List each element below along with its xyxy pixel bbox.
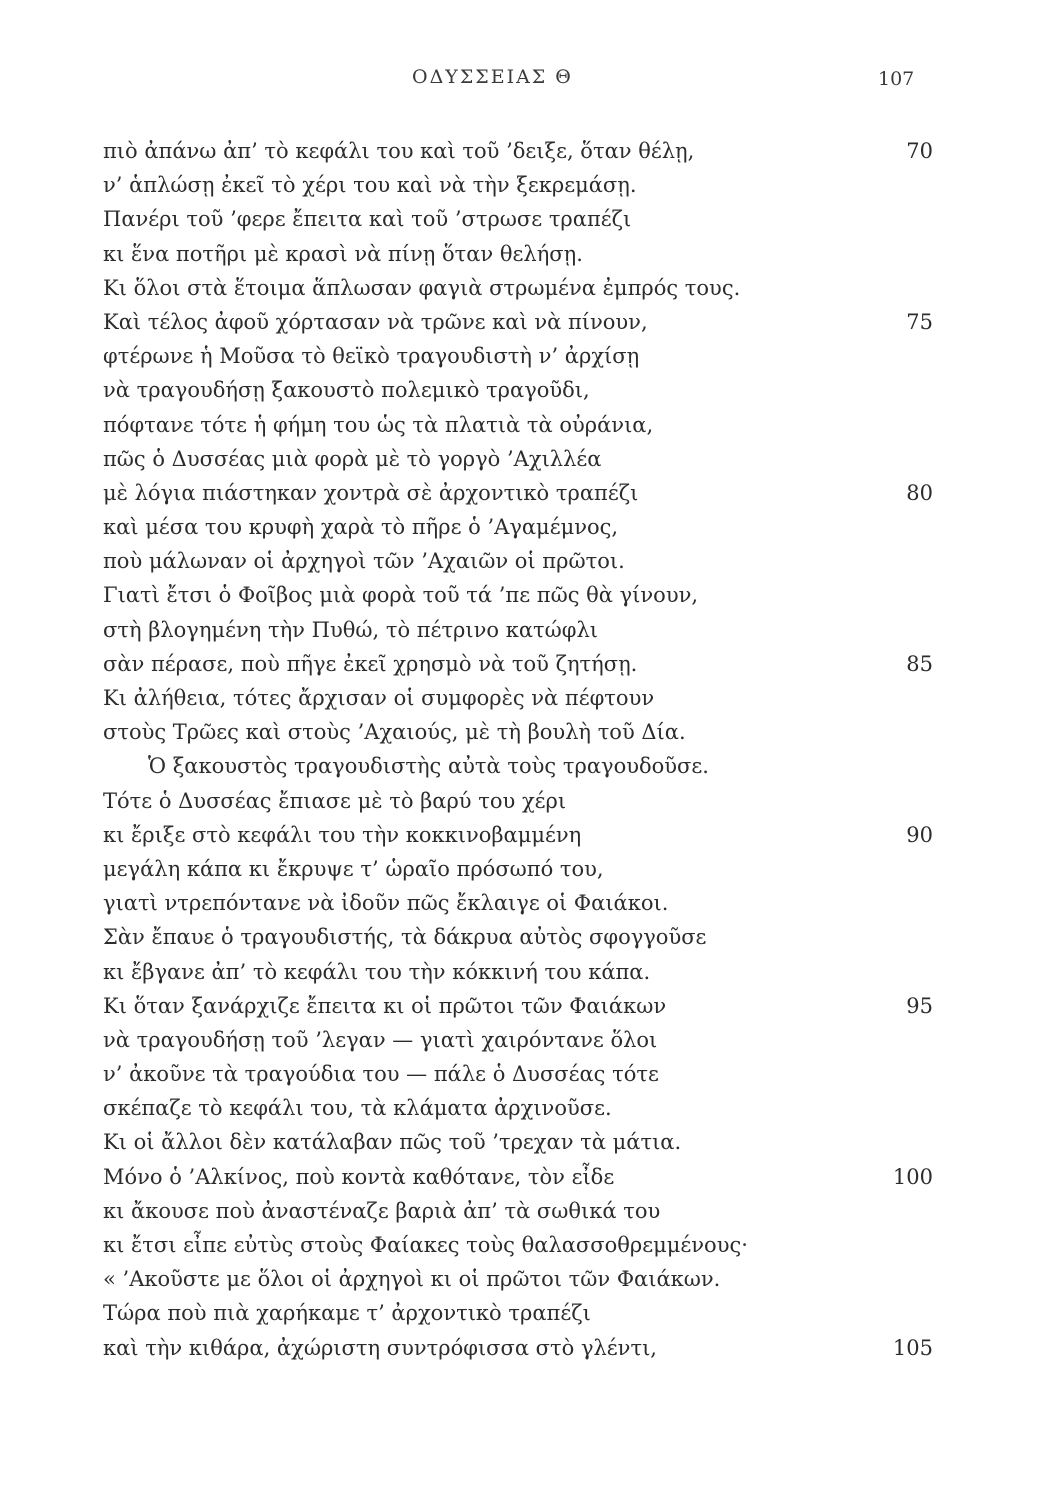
line-number: 95 [906,993,933,1018]
verse-line [103,578,933,612]
verse-line [103,442,933,476]
verse-line [103,955,933,989]
verse-line [103,1296,933,1330]
verse-text: κι ἔτσι εἶπε εὐτὺς στοὺς Φαίακες τοὺς θαλασσοθρεμμένους· [103,1233,748,1257]
verse-text: μεγάλη κάπα κι ἔκρυψε τ’ ὡραῖο πρόσωπό του, [103,856,604,881]
verse-text: Κι ὅλοι στὰ ἕτοιμα ἅπλωσαν φαγιὰ στρωμένα ἐμπρός τους. [103,275,741,300]
line-number: 75 [906,309,933,334]
verse-line [103,168,933,202]
verse-text: Γιατὶ ἔτσι ὁ Φοῖβος μιὰ φορὰ τοῦ τά ’πε πῶς θὰ γίνουν, [103,583,699,608]
verse-line [103,818,933,852]
verse-text: κι ἔριξε στὸ κεφάλι του τὴν κοκκινοβαμμένη [103,822,582,847]
verse-text: Ὁ ξακουστὸς τραγουδιστὴς αὐτὰ τοὺς τραγουδοῦσε. [148,754,709,779]
verse-line [103,886,933,920]
verse-text: νὰ τραγουδήσῃ ξακουστὸ πολεμικὸ τραγοῦδι, [103,378,590,403]
verse-line [103,1091,933,1125]
verse-line [103,749,933,783]
verse-text: Καὶ τέλος ἀφοῦ χόρτασαν νὰ τρῶνε καὶ νὰ πίνουν, [103,309,648,334]
verse-text: καὶ τὴν κιθάρα, ἀχώριστη συντρόφισσα στὸ γλέντι, [103,1335,657,1360]
verse-line [103,1228,933,1262]
verse-block [103,134,933,1365]
verse-line [103,852,933,886]
verse-text: « ’Ακοῦστε με ὅλοι οἱ ἀρχηγοὶ κι οἱ πρῶτοι τῶν Φαιάκων. [103,1267,721,1292]
page-number: 107 [878,68,915,90]
verse-text: σὰν πέρασε, ποὺ πῆγε ἐκεῖ χρησμὸ νὰ τοῦ ζητήσῃ. [103,651,638,676]
verse-line [103,237,933,271]
verse-text: σκέπαζε τὸ κεφάλι του, τὰ κλάματα ἀρχινοῦσε. [103,1096,612,1121]
verse-text: ν’ ἀκοῦνε τὰ τραγούδια του — πάλε ὁ Δυσσέας τότε [103,1062,659,1087]
verse-line [103,305,933,339]
running-title: ΟΔΥΣΣΕΙΑΣ Θ [412,66,573,88]
line-number: 90 [906,822,933,847]
verse-text: κι ἕνα ποτῆρι μὲ κρασὶ νὰ πίνῃ ὅταν θελήσῃ. [103,241,583,266]
verse-text: Κι ὅταν ξανάρχιζε ἔπειτα κι οἱ πρῶτοι τῶν Φαιάκων [103,993,667,1018]
verse-line [103,647,933,681]
verse-text: νὰ τραγουδήσῃ τοῦ ’λεγαν — γιατὶ χαιρόντανε ὅλοι [103,1027,658,1052]
verse-line [103,476,933,510]
verse-text: στοὺς Τρῶες καὶ στοὺς ’Αχαιούς, μὲ τὴ βουλὴ τοῦ Δία. [103,720,686,745]
verse-line [103,613,933,647]
verse-line [103,1125,933,1159]
verse-text: Τότε ὁ Δυσσέας ἔπιασε μὲ τὸ βαρύ του χέρι [103,788,567,813]
verse-line [103,715,933,749]
verse-text: Κι οἱ ἄλλοι δὲν κατάλαβαν πῶς τοῦ ’τρεχαν τὰ μάτια. [103,1130,682,1155]
verse-text: ποὺ μάλωναν οἱ ἀρχηγοὶ τῶν ’Αχαιῶν οἱ πρῶτοι. [103,549,625,574]
verse-line [103,339,933,373]
verse-text: κι ἔβγανε ἀπ’ τὸ κεφάλι του τὴν κόκκινή του κάπα. [103,959,651,984]
verse-text: φτέρωνε ἡ Μοῦσα τὸ θεϊκὸ τραγουδιστὴ ν’ ἀρχίσῃ [103,344,640,369]
verse-line [103,544,933,578]
verse-text: πιὸ ἀπάνω ἀπ’ τὸ κεφάλι του καὶ τοῦ ’δειξε, ὅταν θέλῃ, [103,139,695,163]
verse-line [103,1331,933,1365]
verse-text: Σὰν ἔπαυε ὁ τραγουδιστής, τὰ δάκρυα αὐτὸς σφογγοῦσε [103,925,707,950]
verse-text: γιατὶ ντρεπόντανε νὰ ἰδοῦν πῶς ἔκλαιγε οἱ Φαιάκοι. [103,891,669,916]
verse-text: ν’ ἁπλώσῃ ἐκεῖ τὸ χέρι του καὶ νὰ τὴν ξεκρεμάσῃ. [103,173,637,198]
verse-text: πῶς ὁ Δυσσέας μιὰ φορὰ μὲ τὸ γοργὸ ’Αχιλλέα [103,446,602,471]
verse-line [103,271,933,305]
verse-line [103,1160,933,1194]
verse-line [103,510,933,544]
verse-text: Μόνο ὁ ’Αλκίνος, ποὺ κοντὰ καθότανε, τὸν εἶδε [103,1164,615,1189]
line-number: 105 [892,1335,933,1360]
running-head [0,66,1058,96]
verse-text: στὴ βλογημένη τὴν Πυθώ, τὸ πέτρινο κατώφλι [103,617,599,642]
verse-line [103,920,933,954]
verse-text: Κι ἀλήθεια, τότες ἄρχισαν οἱ συμφορὲς νὰ πέφτουν [103,686,655,710]
verse-line [103,1262,933,1296]
verse-line [103,373,933,407]
verse-line [103,784,933,818]
verse-text: μὲ λόγια πιάστηκαν χοντρὰ σὲ ἀρχοντικὸ τραπέζι [103,480,639,505]
verse-line [103,202,933,236]
verse-line [103,1023,933,1057]
verse-line [103,1057,933,1091]
verse-text: Τώρα ποὺ πιὰ χαρήκαμε τ’ ἀρχοντικὸ τραπέζι [103,1301,591,1326]
verse-text: κι ἄκουσε ποὺ ἀναστέναζε βαριὰ ἀπ’ τὰ σωθικά του [103,1198,661,1223]
verse-text: Πανέρι τοῦ ’φερε ἔπειτα καὶ τοῦ ’στρωσε τραπέζι [103,207,632,232]
line-number: 80 [906,480,933,505]
line-number: 100 [892,1164,933,1189]
line-number: 85 [906,651,933,676]
verse-line [103,408,933,442]
verse-line [103,134,933,168]
verse-line [103,1194,933,1228]
verse-text: καὶ μέσα του κρυφὴ χαρὰ τὸ πῆρε ὁ ’Αγαμέμνος, [103,515,619,540]
verse-line [103,681,933,715]
verse-text: πόφτανε τότε ἡ φήμη του ὡς τὰ πλατιὰ τὰ οὐράνια, [103,412,654,437]
line-number: 70 [906,139,933,163]
verse-line [103,989,933,1023]
